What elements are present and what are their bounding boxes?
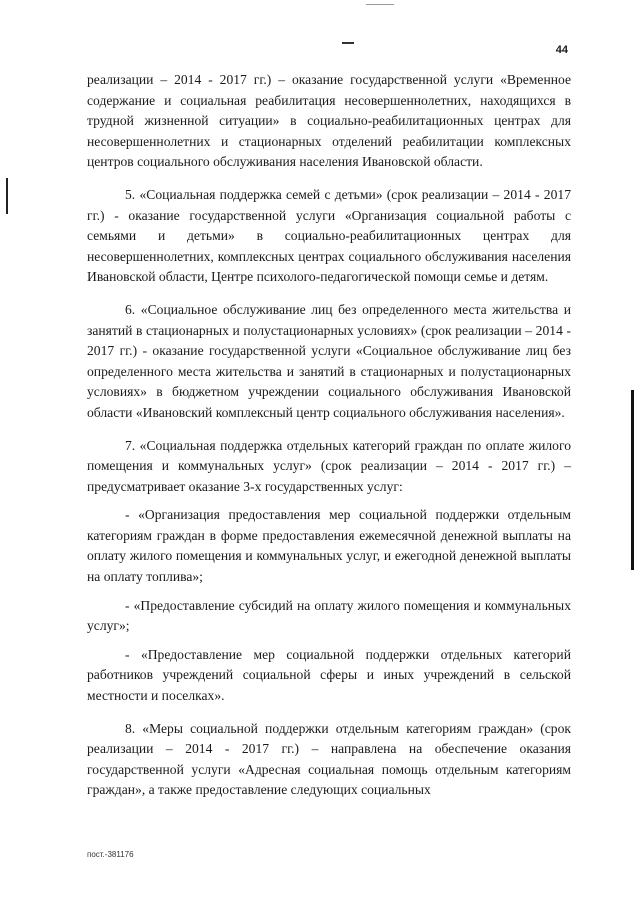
paragraph-item-8: 8. «Меры социальной поддержки отдельным категориям граждан» (срок реализации – 2014 - 2017 гг.) – направлена на обеспечение оказания государственной услуги «Адресная социальная помощь отдельным категориям граждан», а также предоставление следующих социальных xyxy=(87,720,571,798)
list-item-service-2: - «Предоставление субсидий на оплату жилого помещения и коммунальных услуг»; xyxy=(87,597,571,634)
scan-artifact-left-bar xyxy=(6,178,8,214)
scan-artifact-top xyxy=(366,4,394,5)
paragraph-continuation: реализации – 2014 - 2017 гг.) – оказание государственной услуги «Временное содержание и социальная реабилитация несовершеннолетних, находящихся в трудной жизненной ситуации» в социально-реабилитационных центрах для несовершеннолетних и стационарных отделений реабилитации комплексных центров социального обслуживания населения Ивановской области. xyxy=(87,72,571,170)
list-item-service-1: - «Организация предоставления мер социальной поддержки отдельным категориям граждан в форме предоставления ежемесячной денежной выплаты на оплату жилого помещения и коммунальных услуг, и ежегодной денежной выплаты на оплату топлива»; xyxy=(87,507,571,585)
paragraph-item-5: 5. «Социальная поддержка семей с детьми» (срок реализации – 2014 - 2017 гг.) - оказание государственной услуги «Организация социальной работы с семьями и детьми» в социально-реабилитационных центрах для несовершеннолетних, комплексных центрах социального обслуживания населения Ивановской области, Центре психолого-педагогической помощи семье и детям. xyxy=(87,186,571,285)
paragraph-item-7: 7. «Социальная поддержка отдельных категорий граждан по оплате жилого помещения и коммунальных услуг» (срок реализации – 2014 - 2017 гг.) – предусматривает оказание 3-х государственных услуг: xyxy=(87,437,571,494)
document-code: пост.-381176 xyxy=(87,850,134,859)
document-body xyxy=(87,70,571,801)
page-number: 44 xyxy=(555,44,568,56)
scan-artifact-right-bar xyxy=(631,390,634,570)
scan-artifact-mark xyxy=(342,42,354,44)
paragraph-item-6: 6. «Социальное обслуживание лиц без определенного места жительства и занятий в стационарных и полустационарных условиях» (срок реализации – 2014 - 2017 гг.) - оказание государственной услуги «Социальное обслуживание лиц без определенного места жительства и занятий в стационарных и полустационарных условиях» в бюджетном учреждении социального обслуживания Ивановской области «Ивановский комплексный центр социального обслуживания населения». xyxy=(87,301,571,420)
list-item-service-3: - «Предоставление мер социальной поддержки отдельных категорий работников учреждений социальной сферы и иных учреждений в сельской местности и поселках». xyxy=(87,646,571,704)
